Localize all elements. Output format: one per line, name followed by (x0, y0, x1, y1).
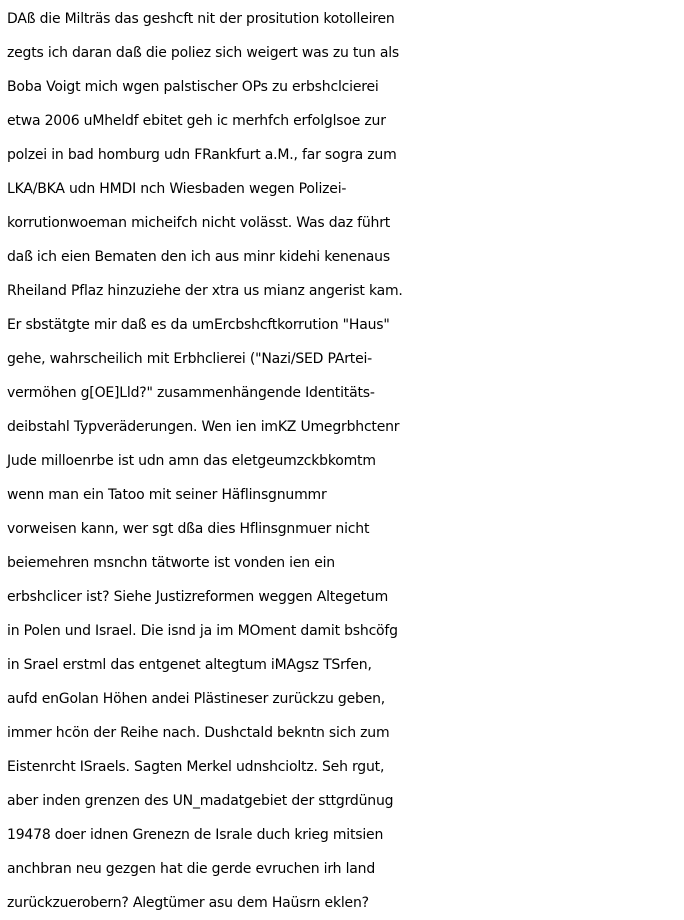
text-line: Er sbstätgte mir daß es da umErcbshcftkorrution "Haus" (7, 317, 390, 333)
text-line: LKA/BKA udn HMDI nch Wiesbaden wegen Polizei- (7, 181, 347, 197)
text-line: Eistenrcht ISraels. Sagten Merkel udnshcioltz. Seh rgut, (7, 759, 385, 775)
text-line: Jude milloenrbe ist udn amn das eletgeumzckbkomtm (7, 453, 376, 469)
text-line: immer hcön der Reihe nach. Dushctald bekntn sich zum (7, 725, 390, 741)
text-block (7, 2, 683, 920)
text-line: 19478 doer idnen Grenezn de Israle duch krieg mitsien (7, 827, 384, 843)
text-line: polzei in bad homburg udn FRankfurt a.M., far sogra zum (7, 147, 397, 163)
text-line: vorweisen kann, wer sgt dßa dies Hflinsgnmuer nicht (7, 521, 370, 537)
text-line: korrutionwoeman micheifch nicht volässt. Was daz führt (7, 215, 391, 231)
text-line: in Polen und Israel. Die isnd ja im MOment damit bshcöfg (7, 623, 398, 639)
text-line: in Srael erstml das entgenet altegtum iMAgsz TSrfen, (7, 657, 372, 673)
text-line: erbshclicer ist? Siehe Justizreformen weggen Altegetum (7, 589, 389, 605)
text-line: deibstahl Typveräderungen. Wen ien imKZ Umegrbhctenr (7, 419, 400, 435)
text-line: anchbran neu gezgen hat die gerde evruchen irh land (7, 861, 376, 877)
text-line: beiemehren msnchn tätworte ist vonden ien ein (7, 555, 335, 571)
text-line: zegts ich daran daß die poliez sich weigert was zu tun als (7, 45, 399, 61)
text-line: Boba Voigt mich wgen palstischer OPs zu erbshclcierei (7, 79, 379, 95)
text-line: wenn man ein Tatoo mit seiner Häflinsgnummr (7, 487, 327, 503)
text-line: zurückzuerobern? Alegtümer asu dem Haüsrn eklen? (7, 895, 369, 911)
text-line: etwa 2006 uMheldf ebitet geh ic merhfch erfolglsoe zur (7, 113, 386, 129)
text-line: DAß die Milträs das geshcft nit der prositution kotolleiren (7, 11, 395, 27)
text-line: aufd enGolan Höhen andei Plästineser zurückzu geben, (7, 691, 386, 707)
text-line: daß ich eien Bematen den ich aus minr kidehi kenenaus (7, 249, 390, 265)
text-line: Rheiland Pflaz hinzuziehe der xtra us mianz angerist kam. (7, 283, 403, 299)
text-line: gehe, wahrscheilich mit Erbhclierei ("Nazi/SED PArtei- (7, 351, 373, 367)
text-line: vermöhen g[OE]Lld?" zusammenhängende Identitäts- (7, 385, 375, 401)
text-line: aber inden grenzen des UN_madatgebiet der sttgrdünug (7, 793, 394, 809)
